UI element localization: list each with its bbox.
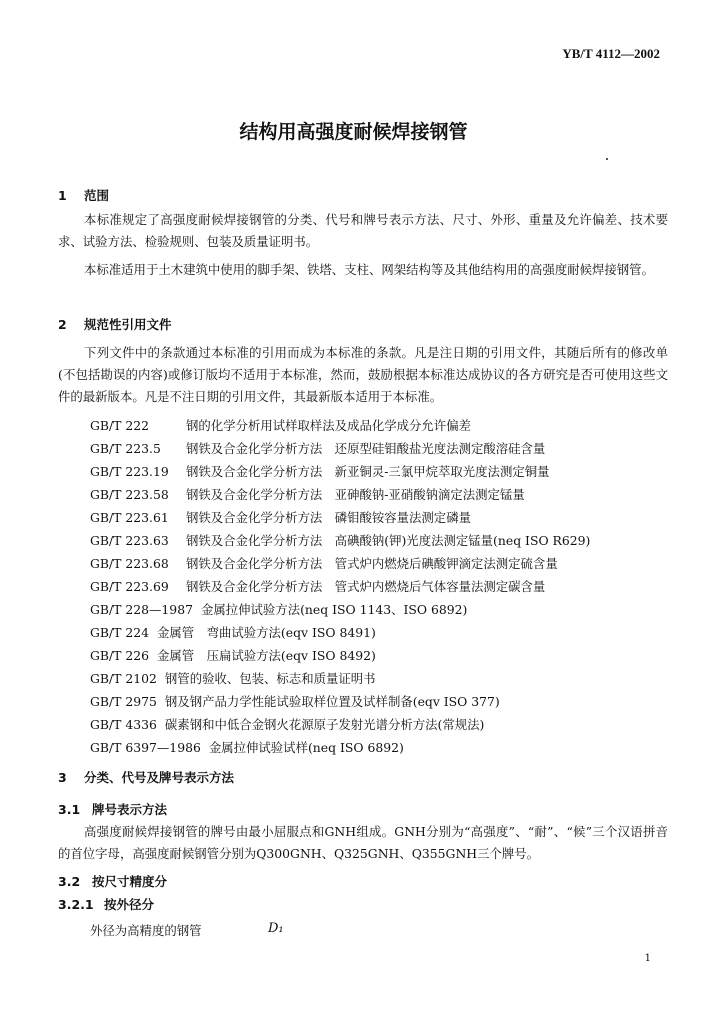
- reference-item: [90, 508, 471, 526]
- reference-item: [90, 554, 558, 572]
- reference-item: [90, 715, 484, 733]
- reference-item: [90, 462, 550, 480]
- reference-title: 钢管的验收、包装、标志和质量证明书: [164, 671, 376, 686]
- reference-title: 碳素钢和中低合金钢火花源原子发射光谱分析方法(常规法): [164, 717, 485, 732]
- section-number: 3.1: [58, 802, 81, 817]
- standard-code: YB/T 4112—2002: [562, 46, 660, 61]
- section-1-paragraph-2: 本标准适用于土木建筑中使用的脚手架、铁塔、支柱、网架结构等及其他结构用的高强度耐候焊接钢管。: [84, 262, 654, 277]
- section-number: 3.2.1: [58, 897, 94, 912]
- section-3-heading: [58, 768, 234, 786]
- section-2-paragraph-1: 下列文件中的条款通过本标准的引用而成为本标准的条款。凡是注日期的引用文件，其随后所有的修改单(不包括勘误的内容)或修订版均不适用于本标准，然而，鼓励根据本标准达成协议的各方研究是否可使用这些文件的最新版本。凡是不注日期的引用文件，其最新版本适用于本标准。: [58, 345, 668, 404]
- dimension-symbol: D₁: [268, 921, 284, 936]
- reference-item: [90, 669, 376, 687]
- reference-item: [90, 646, 376, 664]
- section-title: 按外径分: [104, 897, 155, 912]
- reference-title: 钢铁及合金化学分析方法 磷钼酸铵容量法测定磷量: [186, 510, 471, 525]
- reference-code: GB/T 2102: [90, 671, 157, 686]
- reference-title: 金属管 弯曲试验方法(eqv ISO 8491): [157, 625, 376, 640]
- section-3-2-1-heading: [58, 895, 154, 913]
- reference-code: GB/T 223.58: [90, 487, 169, 502]
- reference-title: 钢铁及合金化学分析方法 还原型硅钼酸盐光度法测定酸溶硅含量: [186, 441, 546, 456]
- page-number: 1: [644, 953, 651, 964]
- reference-code: GB/T 4336: [90, 717, 157, 732]
- reference-item: [90, 416, 471, 434]
- section-2-heading: [58, 315, 172, 333]
- reference-title: 钢铁及合金化学分析方法 管式炉内燃烧后气体容量法测定碳含量: [186, 579, 546, 594]
- reference-code: GB/T 222: [90, 418, 150, 433]
- section-title: 按尺寸精度分: [92, 874, 168, 889]
- dimension-line-label: 外径为高精度的钢管: [90, 923, 202, 938]
- section-1-heading: [58, 186, 109, 204]
- reference-code: GB/T 6397—1986: [90, 740, 201, 755]
- reference-code: GB/T 223.19: [90, 464, 169, 479]
- section-number: 3.2: [58, 874, 81, 889]
- reference-title: 钢铁及合金化学分析方法 新亚铜灵-三氯甲烷萃取光度法测定铜量: [186, 464, 550, 479]
- section-1-paragraph-1: 本标准规定了高强度耐候焊接钢管的分类、代号和牌号表示方法、尺寸、外形、重量及允许偏差、技术要求、试验方法、检验规则、包装及质量证明书。: [58, 212, 668, 249]
- reference-item: [90, 531, 590, 549]
- reference-title: 金属拉伸试验方法(neq ISO 1143、ISO 6892): [200, 602, 468, 617]
- section-number: 1: [58, 188, 67, 203]
- section-number: 3: [58, 770, 67, 785]
- reference-title: 钢铁及合金化学分析方法 高碘酸钠(钾)光度法测定锰量(neq ISO R629): [186, 533, 591, 548]
- section-number: 2: [58, 317, 67, 332]
- section-title: 范围: [84, 188, 110, 203]
- reference-code: GB/T 224: [90, 625, 150, 640]
- reference-code: GB/T 223.5: [90, 441, 161, 456]
- reference-code: GB/T 228—1987: [90, 602, 193, 617]
- reference-item: [90, 600, 467, 618]
- section-title: 分类、代号及牌号表示方法: [84, 770, 235, 785]
- reference-code: GB/T 2975: [90, 694, 157, 709]
- scan-speck: [606, 158, 608, 160]
- section-3-2-heading: [58, 872, 167, 890]
- reference-code: GB/T 223.68: [90, 556, 169, 571]
- section-3-1-paragraph: 高强度耐候焊接钢管的牌号由最小屈服点和GNH组成。GNH分别为“高强度”、“耐”、“候”三个汉语拼音的首位字母，高强度耐候钢管分别为Q300GNH、Q325GNH、Q355GNH三个牌号。: [58, 824, 668, 861]
- reference-code: GB/T 223.69: [90, 579, 169, 594]
- reference-code: GB/T 226: [90, 648, 150, 663]
- reference-item: [90, 623, 376, 641]
- reference-code: GB/T 223.61: [90, 510, 169, 525]
- reference-item: [90, 485, 525, 503]
- reference-item: [90, 577, 545, 595]
- reference-code: GB/T 223.63: [90, 533, 169, 548]
- reference-title: 金属拉伸试验试样(neq ISO 6892): [208, 740, 404, 755]
- section-3-1-heading: [58, 800, 167, 818]
- reference-title: 钢铁及合金化学分析方法 亚砷酸钠-亚硝酸钠滴定法测定锰量: [186, 487, 525, 502]
- reference-item: [90, 692, 500, 710]
- section-title: 牌号表示方法: [92, 802, 168, 817]
- reference-item: [90, 439, 545, 457]
- section-title: 规范性引用文件: [84, 317, 172, 332]
- reference-title: 钢及钢产品力学性能试验取样位置及试样制备(eqv ISO 377): [164, 694, 500, 709]
- reference-title: 钢的化学分析用试样取样法及成品化学成分允许偏差: [186, 418, 471, 433]
- reference-title: 金属管 压扁试验方法(eqv ISO 8492): [157, 648, 376, 663]
- reference-item: [90, 738, 404, 756]
- reference-title: 钢铁及合金化学分析方法 管式炉内燃烧后碘酸钾滴定法测定硫含量: [186, 556, 558, 571]
- document-title: 结构用高强度耐候焊接钢管: [239, 121, 468, 143]
